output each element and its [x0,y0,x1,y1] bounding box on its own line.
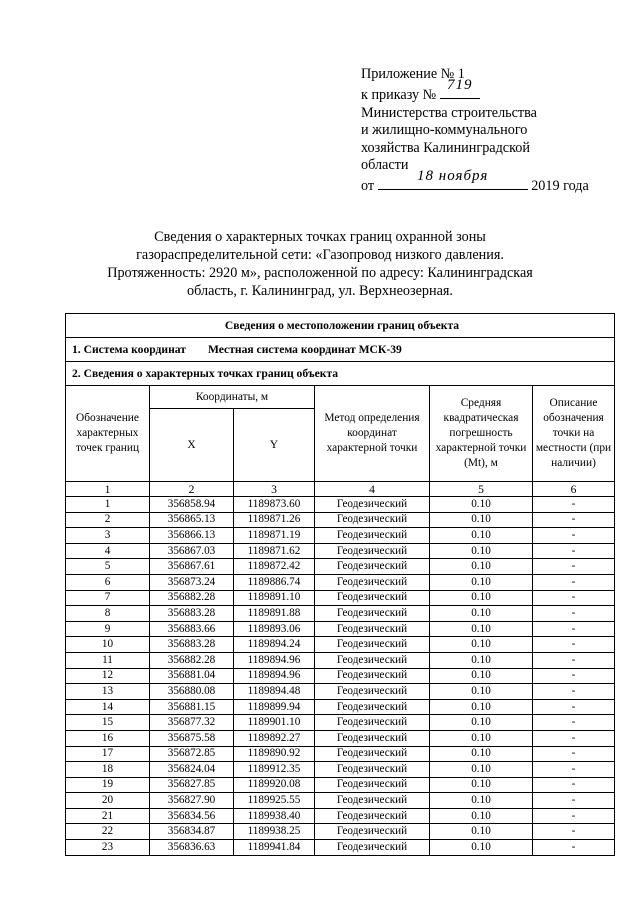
method-cell: Геодезический [315,824,430,840]
method-cell: Геодезический [315,808,430,824]
error-cell: 0.10 [430,512,533,528]
coord-y-cell: 1189891.88 [234,606,315,622]
coord-x-cell: 356880.08 [150,684,234,700]
ministry-line-1: Министерства строительства [361,104,537,121]
point-number-cell: 19 [66,777,150,793]
coord-y-cell: 1189894.96 [234,668,315,684]
points-section-title: 2. Сведения о характерных точках границ объекта [66,362,615,386]
coord-y-cell: 1189912.35 [234,762,315,778]
description-cell: - [533,730,615,746]
coord-y-cell: 1189901.10 [234,715,315,731]
document-title [60,228,580,300]
error-cell: 0.10 [430,528,533,544]
description-cell: - [533,777,615,793]
table-row [66,762,615,778]
ministry-line-2: и жилищно-коммунального [361,122,528,139]
title-line-2: газораспределительной сети: «Газопровод низкого давления. [136,247,504,263]
error-cell: 0.10 [430,699,533,715]
date-line [361,168,589,195]
description-cell: - [533,762,615,778]
point-number-cell: 23 [66,840,150,856]
coord-x-cell: 356866.13 [150,528,234,544]
method-cell: Геодезический [315,777,430,793]
col-number: 5 [430,482,533,497]
coord-y-cell: 1189938.40 [234,808,315,824]
title-line-3: Протяженность: 2920 м», расположенной по адресу: Калининградская [107,265,533,281]
description-cell: - [533,574,615,590]
coord-y-cell: 1189871.19 [234,528,315,544]
error-cell: 0.10 [430,559,533,575]
description-cell: - [533,606,615,622]
method-cell: Геодезический [315,621,430,637]
description-cell: - [533,699,615,715]
date-field [378,168,528,190]
col-number: 2 [150,482,234,497]
method-cell: Геодезический [315,699,430,715]
method-cell: Геодезический [315,543,430,559]
coord-x-cell: 356865.13 [150,512,234,528]
coord-y-cell: 1189890.92 [234,746,315,762]
table-row [66,668,615,684]
coord-y-cell: 1189938.25 [234,824,315,840]
method-cell: Геодезический [315,715,430,731]
table-row [66,730,615,746]
point-number-cell: 18 [66,762,150,778]
coord-y-cell: 1189894.48 [234,684,315,700]
coord-y-cell: 1189872.42 [234,559,315,575]
order-number-field [440,77,480,99]
method-cell: Геодезический [315,528,430,544]
table-row [66,808,615,824]
table-row [66,606,615,622]
description-cell: - [533,590,615,606]
table-row [66,777,615,793]
error-cell: 0.10 [430,840,533,856]
point-number-cell: 11 [66,652,150,668]
column-numbers-row [66,482,615,497]
description-cell: - [533,528,615,544]
appendix-header [361,66,589,196]
coord-x-cell: 356881.15 [150,699,234,715]
table-row [66,715,615,731]
point-number-cell: 22 [66,824,150,840]
point-number-cell: 12 [66,668,150,684]
coord-y-cell: 1189920.08 [234,777,315,793]
col-number: 4 [315,482,430,497]
coord-x-cell: 356834.56 [150,808,234,824]
coord-y-cell: 1189871.62 [234,543,315,559]
table-row [66,574,615,590]
point-number-cell: 10 [66,637,150,653]
coord-x-cell: 356883.28 [150,637,234,653]
date-year: 2019 года [531,178,589,195]
coord-y-cell: 1189941.84 [234,840,315,856]
coord-y-cell: 1189871.26 [234,512,315,528]
appendix-number: Приложение № 1 [361,66,465,82]
coord-x-cell: 356882.28 [150,652,234,668]
error-cell: 0.10 [430,730,533,746]
method-cell: Геодезический [315,559,430,575]
table-section-title: Сведения о местоположении границ объекта [66,314,615,338]
point-number-cell: 9 [66,621,150,637]
col-header-description: Описание обозначения точки на местности (при наличии) [533,386,615,482]
description-cell: - [533,652,615,668]
point-number-cell: 4 [66,543,150,559]
coord-x-cell: 356827.90 [150,793,234,809]
point-number-cell: 15 [66,715,150,731]
description-cell: - [533,668,615,684]
point-number-cell: 8 [66,606,150,622]
table-row [66,637,615,653]
coord-x-cell: 356872.85 [150,746,234,762]
table-row [66,543,615,559]
coord-x-cell: 356875.58 [150,730,234,746]
col-header-coordinates: Координаты, м [150,386,315,409]
coord-y-cell: 1189886.74 [234,574,315,590]
coord-y-cell: 1189894.96 [234,652,315,668]
method-cell: Геодезический [315,512,430,528]
table-row [66,652,615,668]
error-cell: 0.10 [430,543,533,559]
method-cell: Геодезический [315,668,430,684]
error-cell: 0.10 [430,606,533,622]
table-row [66,793,615,809]
point-number-cell: 20 [66,793,150,809]
description-cell: - [533,512,615,528]
coord-x-cell: 356881.04 [150,668,234,684]
point-number-cell: 17 [66,746,150,762]
point-number-cell: 16 [66,730,150,746]
description-cell: - [533,497,615,513]
error-cell: 0.10 [430,777,533,793]
coordinate-system-row [66,338,615,362]
error-cell: 0.10 [430,684,533,700]
col-header-method: Метод определения координат характерной точки [315,386,430,482]
table-row [66,528,615,544]
order-prefix: к приказу № [361,87,437,104]
point-number-cell: 3 [66,528,150,544]
boundary-points-table [65,313,615,856]
col-header-point: Обозначение характерных точек границ [66,386,150,482]
coord-y-cell: 1189891.10 [234,590,315,606]
method-cell: Геодезический [315,590,430,606]
description-cell: - [533,621,615,637]
title-line-4: область, г. Калининград, ул. Верхнеозерная. [187,283,453,299]
table-row [66,590,615,606]
table-row [66,840,615,856]
coord-y-cell: 1189894.24 [234,637,315,653]
col-number: 1 [66,482,150,497]
error-cell: 0.10 [430,497,533,513]
error-cell: 0.10 [430,793,533,809]
coord-x-cell: 356827.85 [150,777,234,793]
error-cell: 0.10 [430,652,533,668]
description-cell: - [533,746,615,762]
table-row [66,746,615,762]
coord-x-cell: 356824.04 [150,762,234,778]
coord-x-cell: 356836.63 [150,840,234,856]
table-row [66,497,615,513]
table-row [66,512,615,528]
col-number: 3 [234,482,315,497]
order-line [361,77,589,104]
table-row [66,684,615,700]
description-cell: - [533,793,615,809]
ministry-line-3: хозяйства Калининградской [361,139,530,156]
method-cell: Геодезический [315,746,430,762]
point-number-cell: 21 [66,808,150,824]
coord-y-cell: 1189892.27 [234,730,315,746]
ministry-line-4: области [361,157,409,174]
point-number-cell: 6 [66,574,150,590]
method-cell: Геодезический [315,606,430,622]
coord-x-cell: 356858.94 [150,497,234,513]
description-cell: - [533,840,615,856]
description-cell: - [533,715,615,731]
coord-x-cell: 356867.03 [150,543,234,559]
coord-y-cell: 1189873.60 [234,497,315,513]
coord-x-cell: 356834.87 [150,824,234,840]
error-cell: 0.10 [430,808,533,824]
coord-y-cell: 1189893.06 [234,621,315,637]
description-cell: - [533,824,615,840]
order-number: 719 [446,77,473,94]
method-cell: Геодезический [315,637,430,653]
col-header-error: Средняя квадратическая погрешность характерной точки (Mt), м [430,386,533,482]
coord-x-cell: 356883.66 [150,621,234,637]
description-cell: - [533,684,615,700]
error-cell: 0.10 [430,574,533,590]
error-cell: 0.10 [430,590,533,606]
point-number-cell: 13 [66,684,150,700]
point-number-cell: 7 [66,590,150,606]
point-number-cell: 14 [66,699,150,715]
method-cell: Геодезический [315,730,430,746]
method-cell: Геодезический [315,762,430,778]
description-cell: - [533,559,615,575]
method-cell: Геодезический [315,840,430,856]
error-cell: 0.10 [430,637,533,653]
error-cell: 0.10 [430,824,533,840]
error-cell: 0.10 [430,621,533,637]
method-cell: Геодезический [315,684,430,700]
coord-x-cell: 356873.24 [150,574,234,590]
error-cell: 0.10 [430,715,533,731]
error-cell: 0.10 [430,746,533,762]
date-prefix: от [361,178,375,195]
method-cell: Геодезический [315,652,430,668]
error-cell: 0.10 [430,668,533,684]
date-handwritten: 18 ноября [417,168,489,185]
table-row [66,559,615,575]
coord-y-cell: 1189899.94 [234,699,315,715]
point-number-cell: 1 [66,497,150,513]
table-row [66,699,615,715]
col-header-x: X [150,409,234,482]
coord-y-cell: 1189925.55 [234,793,315,809]
point-number-cell: 2 [66,512,150,528]
method-cell: Геодезический [315,497,430,513]
table-row [66,824,615,840]
method-cell: Геодезический [315,793,430,809]
error-cell: 0.10 [430,762,533,778]
description-cell: - [533,637,615,653]
coord-x-cell: 356867.61 [150,559,234,575]
col-header-y: Y [234,409,315,482]
description-cell: - [533,543,615,559]
description-cell: - [533,808,615,824]
coord-x-cell: 356882.28 [150,590,234,606]
coord-x-cell: 356883.28 [150,606,234,622]
col-number: 6 [533,482,615,497]
coord-system-value: Местная система координат МСК-39 [207,343,402,356]
point-number-cell: 5 [66,559,150,575]
coord-system-label: 1. Система координат [72,343,186,356]
title-line-1: Сведения о характерных точках границ охранной зоны [154,229,486,245]
coord-x-cell: 356877.32 [150,715,234,731]
method-cell: Геодезический [315,574,430,590]
table-row [66,621,615,637]
